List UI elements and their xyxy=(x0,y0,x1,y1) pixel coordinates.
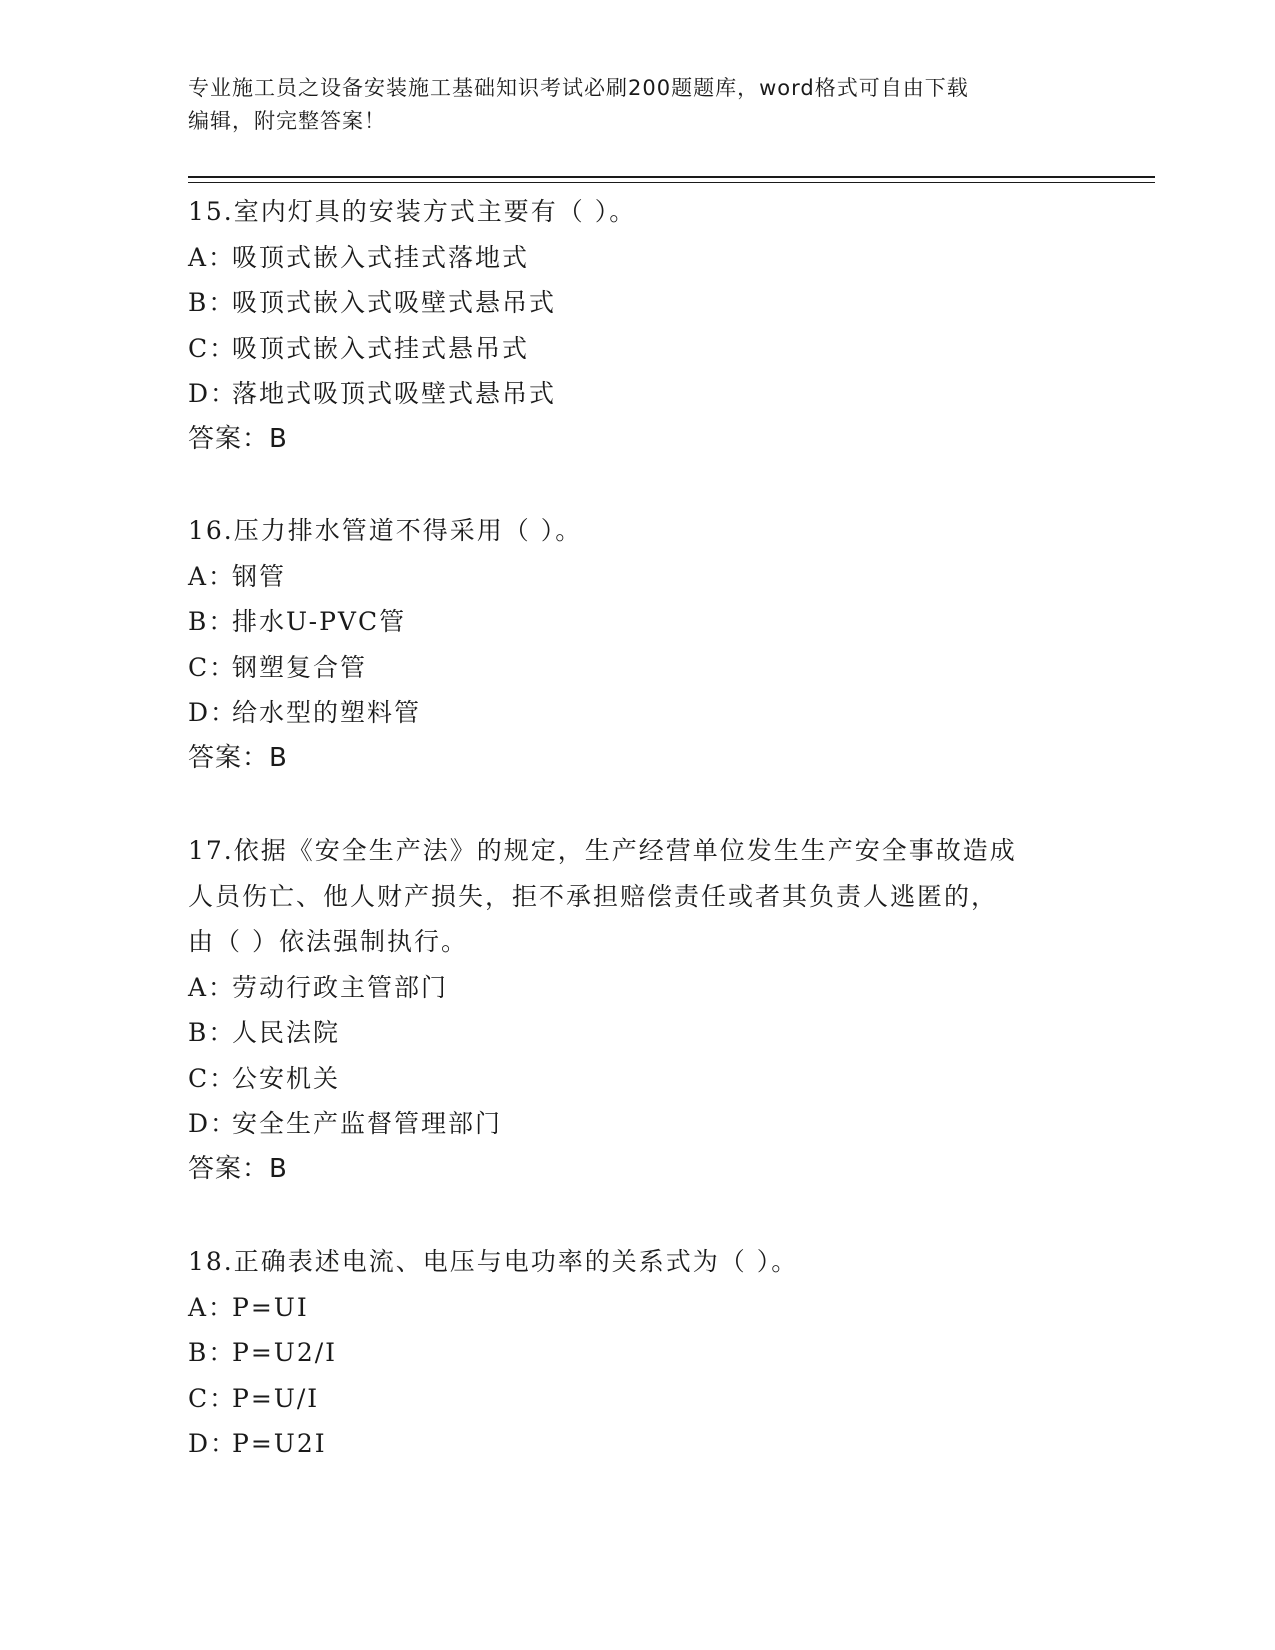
option-letter: B： xyxy=(188,288,236,317)
option-letter: C： xyxy=(188,1383,237,1413)
header-line-1: 专业施工员之设备安装施工基础知识考试必刷200题题库，word格式可自由下载 xyxy=(188,76,969,100)
option-text: P=U2I xyxy=(232,1429,327,1458)
option-letter: B： xyxy=(188,1338,236,1367)
option-c xyxy=(188,1056,1088,1102)
option-text: 落地式吸顶式吸壁式悬吊式 xyxy=(232,379,557,408)
option-letter: C： xyxy=(188,333,237,363)
option-text: P=U2/I xyxy=(232,1338,338,1367)
option-letter: A： xyxy=(188,1292,236,1322)
option-d xyxy=(188,1101,1088,1147)
question-18 xyxy=(188,1239,1088,1467)
option-d xyxy=(188,1421,1088,1467)
header-divider-thin xyxy=(188,182,1155,183)
option-text: 吸顶式嵌入式挂式落地式 xyxy=(232,242,530,272)
option-letter: A： xyxy=(188,972,236,1002)
header-divider-thick xyxy=(188,176,1155,178)
option-b xyxy=(188,1010,1088,1056)
option-a xyxy=(188,1285,1088,1331)
option-text: 公安机关 xyxy=(232,1063,341,1093)
option-b xyxy=(188,280,1088,326)
answer-line: 答案：B xyxy=(188,742,288,773)
option-text: 钢塑复合管 xyxy=(232,652,368,682)
option-text: 吸顶式嵌入式吸壁式悬吊式 xyxy=(232,288,557,317)
option-letter: D： xyxy=(188,379,238,408)
document-header xyxy=(188,72,1088,138)
option-text: P=UI xyxy=(232,1292,309,1322)
option-letter: D： xyxy=(188,1109,238,1138)
option-letter: B： xyxy=(188,607,236,636)
option-text: 人民法院 xyxy=(232,1018,341,1047)
option-a xyxy=(188,965,1088,1011)
option-text: 劳动行政主管部门 xyxy=(232,972,449,1002)
header-line-2: 编辑，附完整答案！ xyxy=(188,109,386,133)
option-text: 钢管 xyxy=(232,561,287,591)
option-c xyxy=(188,645,1088,691)
question-stem: 18.正确表述电流、电压与电功率的关系式为（ ）。 xyxy=(188,1247,799,1276)
option-letter: D： xyxy=(188,1429,238,1458)
option-text: 安全生产监督管理部门 xyxy=(232,1109,503,1138)
question-stem-line-1: 17.依据《安全生产法》的规定，生产经营单位发生生产安全事故造成 xyxy=(188,836,1017,865)
option-letter: C： xyxy=(188,652,237,682)
option-a xyxy=(188,554,1088,600)
question-stem: 16.压力排水管道不得采用（ ）。 xyxy=(188,516,583,545)
option-letter: D： xyxy=(188,698,238,727)
option-letter: B： xyxy=(188,1018,236,1047)
option-b xyxy=(188,1330,1088,1376)
question-stem-line-2: 人员伤亡、他人财产损失，拒不承担赔偿责任或者其负责人逃匿的， xyxy=(188,881,999,911)
option-text: P=U/I xyxy=(232,1383,320,1413)
option-text: 给水型的塑料管 xyxy=(232,698,422,727)
option-text: 排水U-PVC管 xyxy=(232,607,407,636)
question-17 xyxy=(188,828,1088,1192)
option-a xyxy=(188,235,1088,281)
option-d xyxy=(188,690,1088,736)
option-letter: A： xyxy=(188,561,236,591)
question-stem-line-3: 由（ ）依法强制执行。 xyxy=(188,927,468,956)
question-16 xyxy=(188,508,1088,781)
option-b xyxy=(188,599,1088,645)
question-stem: 15.室内灯具的安装方式主要有（ ）。 xyxy=(188,197,637,226)
option-c xyxy=(188,326,1088,372)
answer-line: 答案：B xyxy=(188,423,288,454)
option-text: 吸顶式嵌入式挂式悬吊式 xyxy=(232,333,530,363)
option-letter: A： xyxy=(188,242,236,272)
question-15 xyxy=(188,189,1088,462)
option-letter: C： xyxy=(188,1063,237,1093)
option-d xyxy=(188,371,1088,417)
option-c xyxy=(188,1376,1088,1422)
answer-line: 答案：B xyxy=(188,1153,288,1184)
